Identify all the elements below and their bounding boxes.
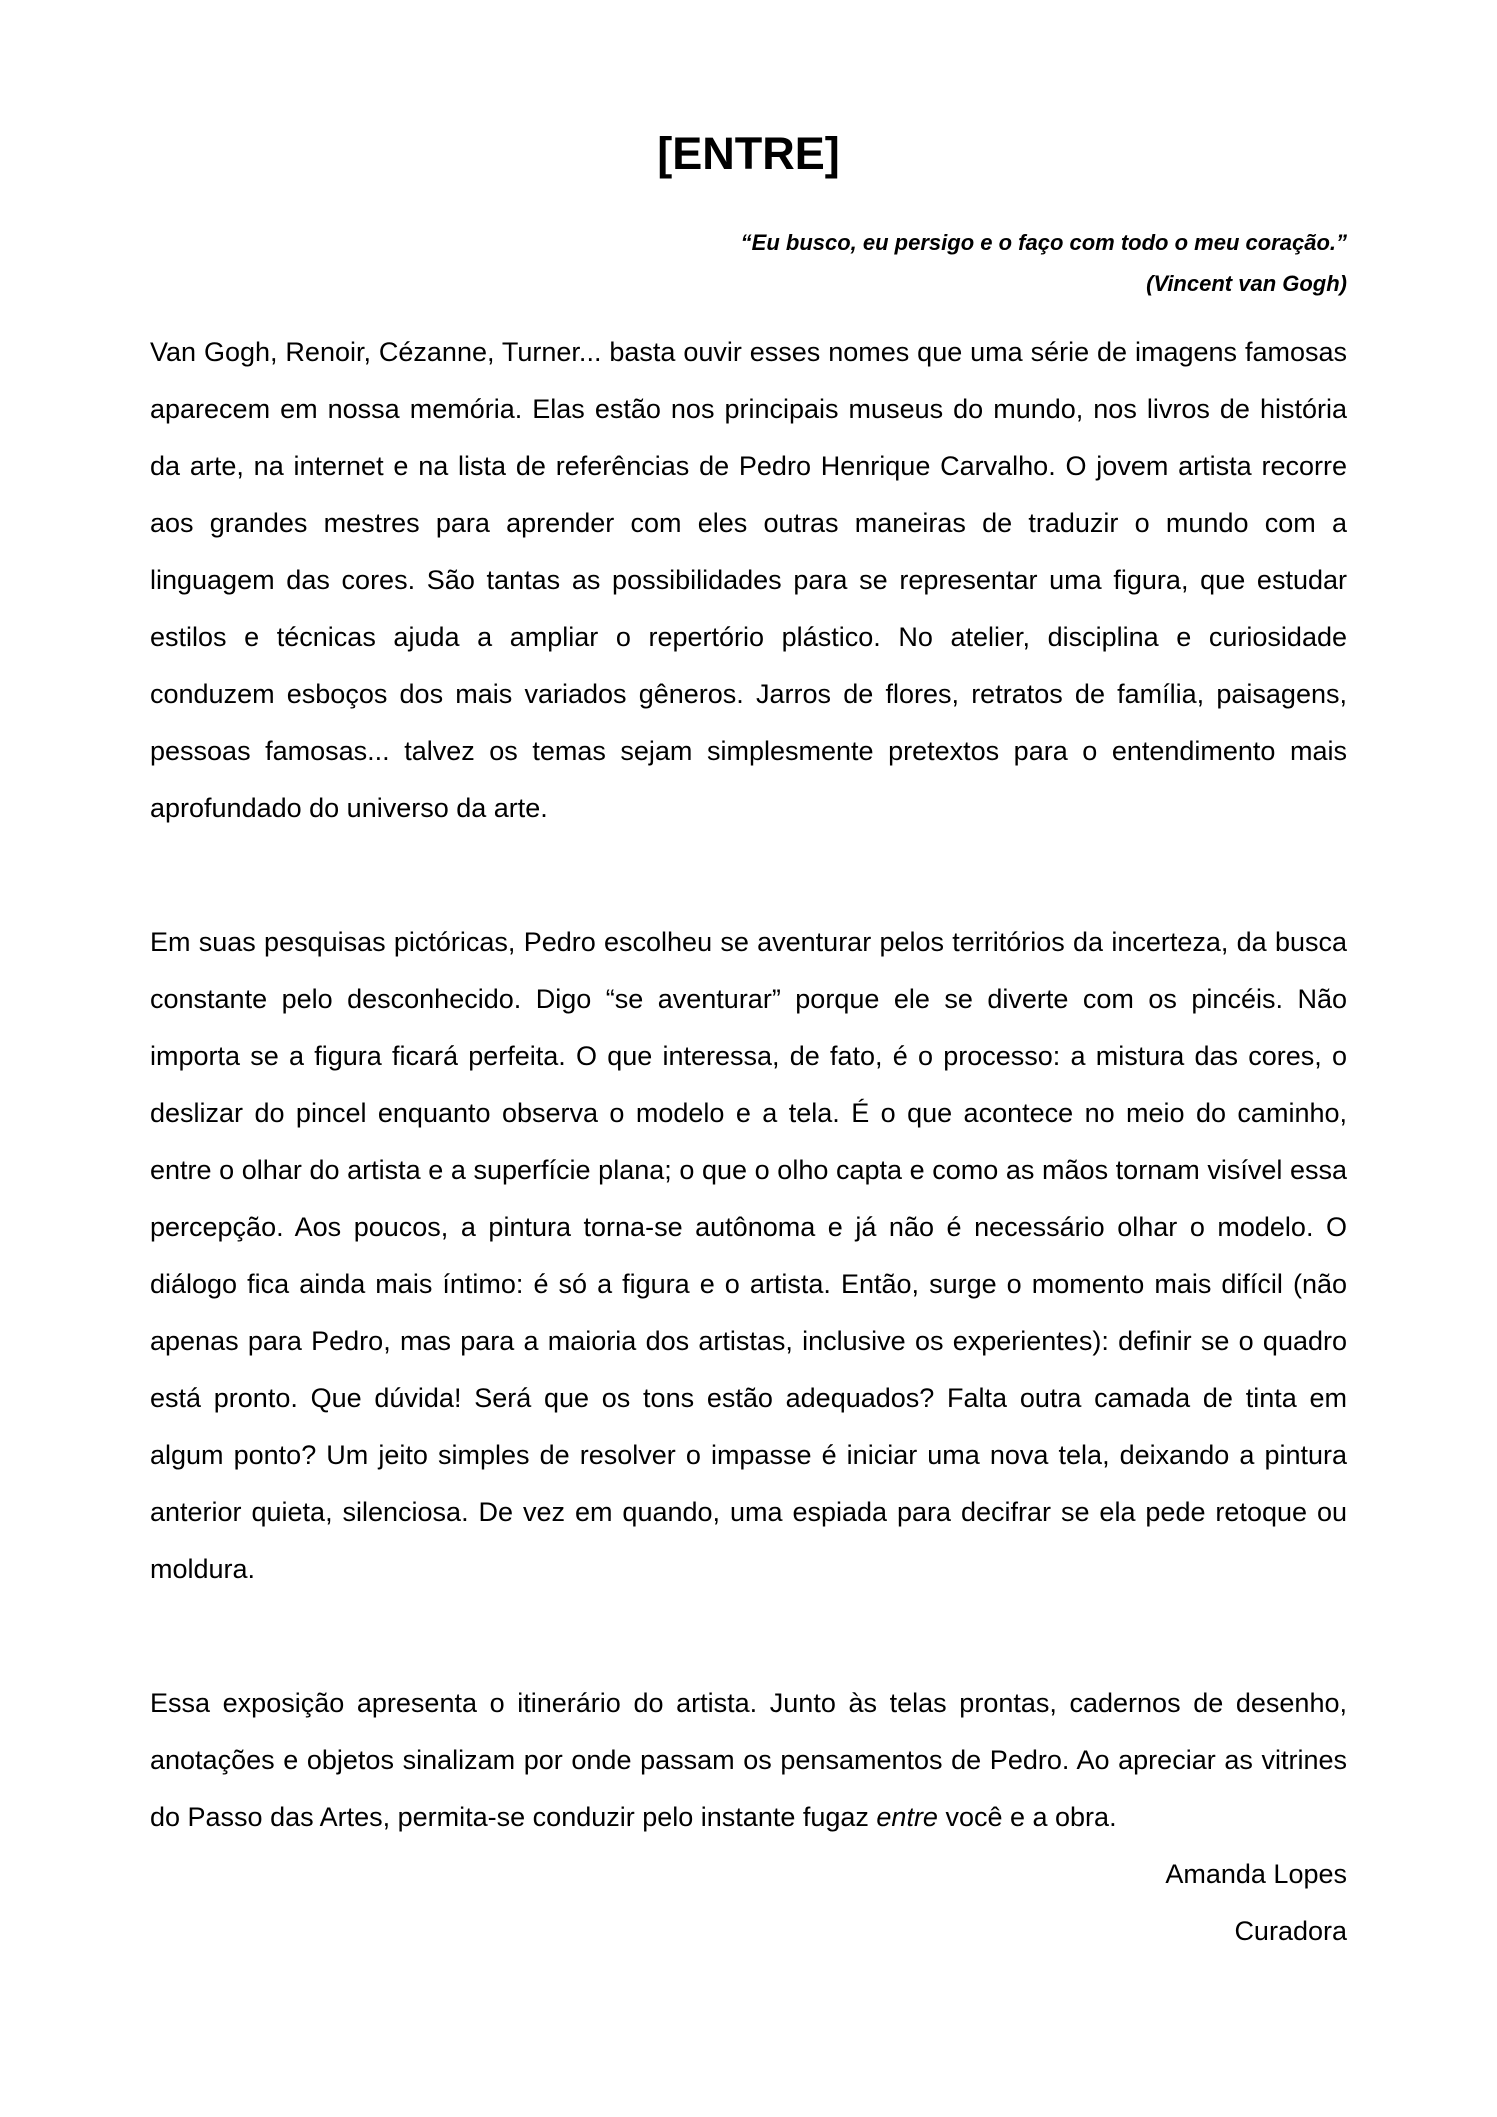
epigraph	[150, 222, 1347, 304]
epigraph-attribution: (Vincent van Gogh)	[1146, 271, 1347, 296]
body-text	[150, 324, 1347, 1960]
signature-name: Amanda Lopes	[1165, 1859, 1347, 1889]
paragraph-1: Van Gogh, Renoir, Cézanne, Turner... basta ouvir esses nomes que uma série de imagens famosas aparecem em nossa memória. Elas estão nos principais museus do mundo, nos livros de história da arte, na internet e na lista de referências de Pedro Henrique Carvalho. O jovem artista recorre aos grandes mestres para aprender com eles outras maneiras de traduzir o mundo com a linguagem das cores. São tantas as possibilidades para se representar uma figura, que estudar estilos e técnicas ajuda a ampliar o repertório plástico. No atelier, disciplina e curiosidade conduzem esboços dos mais variados gêneros. Jarros de flores, retratos de família, paisagens, pessoas famosas... talvez os temas sejam simplesmente pretextos para o entendimento mais aprofundado do universo da arte.	[150, 337, 1347, 823]
closing-italic-word: entre	[876, 1802, 938, 1832]
signature-block	[150, 1846, 1347, 1960]
paragraph-3	[150, 1675, 1347, 1846]
page-title: [ENTRE]	[657, 128, 840, 179]
epigraph-quote-text: “Eu busco, eu persigo e o faço com todo o meu coração.”	[740, 230, 1347, 255]
paragraph-2: Em suas pesquisas pictóricas, Pedro escolheu se aventurar pelos territórios da incerteza, da busca constante pelo desconhecido. Digo “se aventurar” porque ele se diverte com os pincéis. Não importa se a figura ficará perfeita. O que interessa, de fato, é o processo: a mistura das cores, o deslizar do pincel enquanto observa o modelo e a tela. É o que acontece no meio do caminho, entre o olhar do artista e a superfície plana; o que o olho capta e como as mãos tornam visível essa percepção. Aos poucos, a pintura torna-se autônoma e já não é necessário olhar o modelo. O diálogo fica ainda mais íntimo: é só a figura e o artista. Então, surge o momento mais difícil (não apenas para Pedro, mas para a maioria dos artistas, inclusive os experientes): definir se o quadro está pronto. Que dúvida! Será que os tons estão adequados? Falta outra camada de tinta em algum ponto? Um jeito simples de resolver o impasse é iniciar uma nova tela, deixando a pintura anterior quieta, silenciosa. De vez em quando, uma espiada para decifrar se ela pede retoque ou moldura.	[150, 927, 1347, 1584]
closing-text-before: Essa exposição apresenta o itinerário do artista. Junto às telas prontas, cadernos de desenho, anotações e objetos sinalizam por onde passam os pensamentos de Pedro. Ao apreciar as vitrines do Passo das Artes, permita-se conduzir pelo instante fugaz	[150, 1688, 1347, 1832]
signature-role: Curadora	[1234, 1916, 1347, 1946]
closing-text-after: você e a obra.	[937, 1802, 1117, 1832]
